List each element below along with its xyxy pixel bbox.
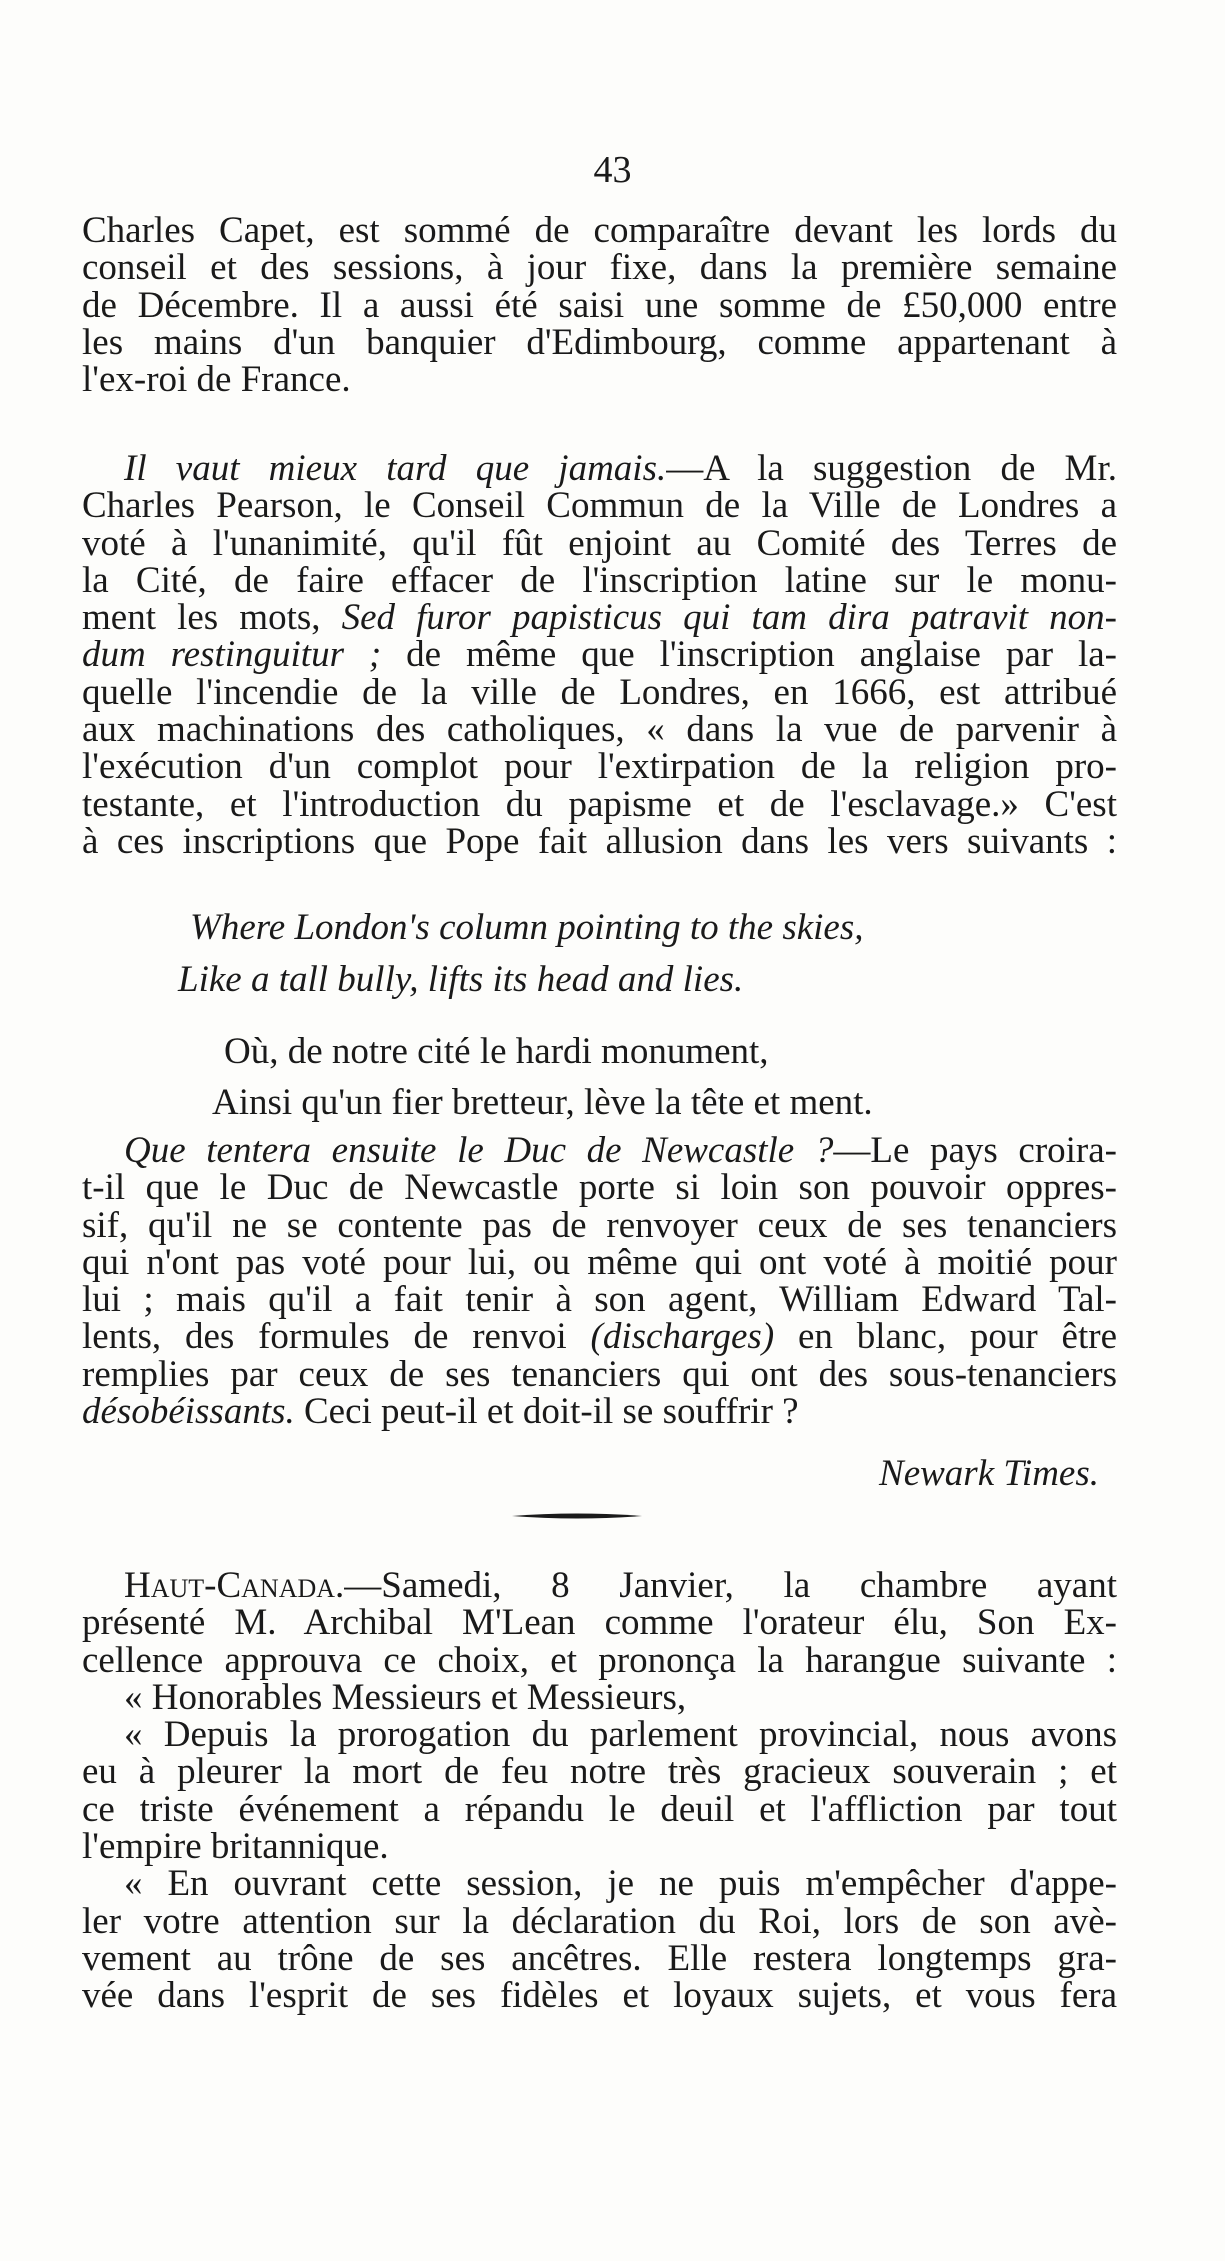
text-line: lents, des formules de renvoi (discharges) en blanc, pour être — [82, 1316, 1118, 1358]
text-line: ce triste événement a répandu le deuil et l'affliction par tout — [82, 1788, 1117, 1830]
text-line: t-il que le Duc de Newcastle porte si loin son pouvoir oppres- — [82, 1167, 1117, 1209]
verse-line-french: Ainsi qu'un fier bretteur, lève la tête et ment. — [212, 1082, 873, 1123]
text-line: remplies par ceux de ses tenanciers qui ont des sous-tenanciers — [82, 1353, 1117, 1395]
section-heading: Haut-Canada. — [124, 1565, 345, 1606]
paragraph-haut-canada — [82, 1567, 1117, 2015]
latin-inscription: Sed furor papisticus qui tam dira patravit non- — [341, 597, 1117, 639]
text-line: qui n'ont pas voté pour lui, ou même qui ont voté à moitié pour — [82, 1241, 1117, 1283]
paragraph-newcastle — [82, 1130, 1118, 1433]
text-line: l'ex-roi de France. — [82, 359, 351, 401]
text-line: désobéissants. Ceci peut-il et doit-il se souffrir ? — [82, 1391, 799, 1433]
text-line: l'exécution d'un complot pour l'extirpation de la religion pro- — [82, 746, 1117, 788]
text-line: Il vaut mieux tard que jamais.—A la suggestion de Mr. — [124, 448, 1117, 489]
section-title: Que tentera ensuite le Duc de Newcastle ? — [124, 1130, 834, 1171]
text-line: aux machinations des catholiques, « dans la vue de parvenir à — [82, 709, 1117, 751]
text-line: lui ; mais qu'il a fait tenir à son agent, William Edward Tal- — [82, 1279, 1117, 1321]
page-number: 43 — [593, 149, 632, 191]
text-line: l'empire britannique. — [82, 1826, 389, 1868]
text-line: Charles Capet, est sommé de comparaître devant les lords du — [82, 210, 1117, 251]
source-signature: Newark Times. — [879, 1453, 1099, 1494]
text-line: ler votre attention sur la déclaration du Roi, lors de son avè- — [82, 1900, 1117, 1942]
text-line: eu à pleurer la mort de feu notre très gracieux souverain ; et — [82, 1751, 1117, 1793]
text-line: dum restinguitur ; de même que l'inscription anglaise par la- — [82, 634, 1117, 676]
text-line: Haut-Canada.—Samedi, 8 Janvier, la chambre ayant — [124, 1565, 1117, 1606]
text-line: de Décembre. Il a aussi été saisi une somme de £50,000 entre — [82, 284, 1117, 326]
verse-line-english: Like a tall bully, lifts its head and lies. — [178, 959, 744, 1000]
text-line: la Cité, de faire effacer de l'inscription latine sur le monu- — [82, 559, 1117, 601]
text-line: « En ouvrant cette session, je ne puis m'empêcher d'appe- — [124, 1863, 1117, 1905]
paragraph-london-monument — [82, 450, 1117, 860]
text-line: présenté M. Archibal M'Lean comme l'orateur élu, Son Ex- — [82, 1602, 1117, 1644]
text-line: voté à l'unanimité, qu'il fût enjoint au Comité des Terres de — [82, 522, 1117, 564]
latin-inscription: dum restinguitur ; — [82, 634, 382, 676]
text-line: sif, qu'il ne se contente pas de renvoyer ceux de ses tenanciers — [82, 1204, 1117, 1246]
text-line: vement au trône de ses ancêtres. Elle restera longtemps gra- — [82, 1937, 1117, 1979]
text-line: ment les mots, Sed furor papisticus qui tam dira patravit non- — [82, 597, 1117, 639]
text-line: testante, et l'introduction du papisme et de l'esclavage.» C'est — [82, 783, 1117, 825]
paragraph-capet — [82, 210, 1117, 401]
salutation: « Honorables Messieurs et Messieurs, — [124, 1676, 687, 1718]
verse-line-french: Où, de notre cité le hardi monument, — [224, 1031, 769, 1072]
verse-line-english: Where London's column pointing to the skies, — [190, 907, 864, 948]
text-line: conseil et des sessions, à jour fixe, dans la première semaine — [82, 247, 1117, 289]
text-line: à ces inscriptions que Pope fait allusion dans les vers suivants : — [82, 820, 1117, 862]
text-line: quelle l'incendie de la ville de Londres, en 1666, est attribué — [82, 671, 1117, 713]
text-line: les mains d'un banquier d'Edimbourg, comme appartenant à — [82, 321, 1117, 363]
text-line: « Depuis la prorogation du parlement provincial, nous avons — [124, 1714, 1117, 1756]
section-title: Il vaut mieux tard que jamais. — [124, 448, 667, 489]
ornament-rule — [512, 1512, 642, 1520]
text-line: Charles Pearson, le Conseil Commun de la Ville de Londres a — [82, 485, 1117, 527]
text-line: Que tentera ensuite le Duc de Newcastle ?—Le pays croira- — [124, 1130, 1117, 1171]
text-line: vée dans l'esprit de ses fidèles et loyaux sujets, et vous fera — [82, 1975, 1117, 2017]
text-line: cellence approuva ce choix, et prononça la harangue suivante : — [82, 1639, 1117, 1681]
